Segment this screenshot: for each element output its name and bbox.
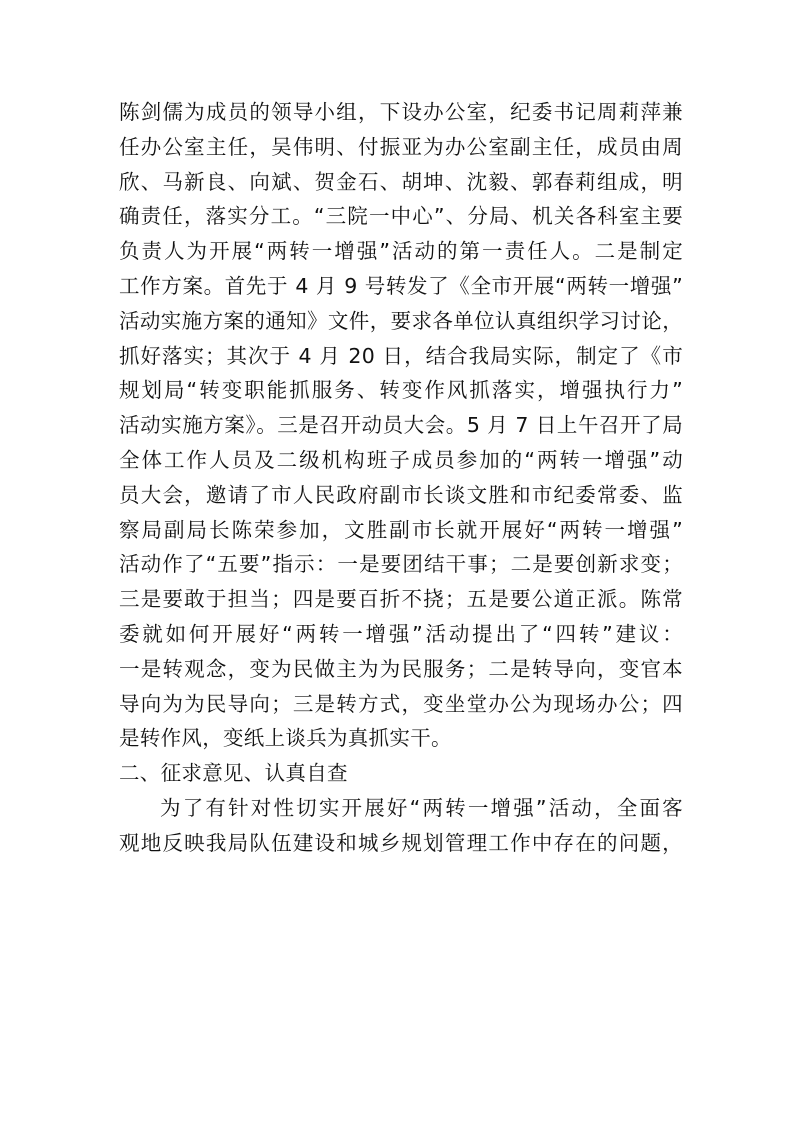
text-line: 工作方案。首先于 4 月 9 号转发了《全市开展“两转一增强”: [119, 273, 683, 298]
text-line: 三是要敢于担当；四是要百折不挠；五是要公道正派。陈常: [119, 587, 683, 612]
text-line: 观地反映我局队伍建设和城乡规划管理工作中存在的问题，: [119, 830, 683, 855]
paragraph-leadership-group: [119, 95, 683, 756]
text-line: 导向为为民导向；三是转方式，变坐堂办公为现场办公；四: [119, 691, 683, 716]
paragraph-opinions: [119, 791, 683, 861]
text-line: 委就如何开展好“两转一增强”活动提出了“四转”建议：: [119, 621, 683, 646]
section-heading: 二、征求意见、认真自查: [119, 761, 348, 786]
text-line: 陈剑儒为成员的领导小组，下设办公室，纪委书记周莉萍兼: [119, 100, 683, 124]
text-line: 为了有针对性切实开展好“两转一增强”活动，全面客: [160, 795, 683, 820]
text-line: 任办公室主任，吴伟明、付振亚为办公室副主任，成员由周: [119, 134, 683, 159]
text-line: 负责人为开展“两转一增强”活动的第一责任人。二是制定: [119, 239, 683, 264]
document-body: [119, 95, 683, 861]
text-line: 全体工作人员及二级机构班子成员参加的“两转一增强”动: [119, 447, 683, 472]
text-line: 是转作风，变纸上谈兵为真抓实干。: [119, 726, 452, 751]
text-line: 确责任，落实分工。“三院一中心”、分局、机关各科室主要: [119, 204, 683, 229]
text-line: 欣、马新良、向斌、贺金石、胡坤、沈毅、郭春莉组成，明: [119, 169, 683, 194]
text-line: 抓好落实；其次于 4 月 20 日，结合我局实际，制定了《市: [119, 343, 683, 368]
text-line: 员大会，邀请了市人民政府副市长谈文胜和市纪委常委、监: [119, 482, 683, 507]
text-line: 察局副局长陈荣参加，文胜副市长就开展好“两转一增强”: [119, 517, 683, 542]
text-line: 规划局“转变职能抓服务、转变作风抓落实，增强执行力”: [119, 378, 683, 403]
text-line: 活动作了“五要”指示：一是要团结干事；二是要创新求变；: [119, 552, 683, 577]
text-line: 一是转观念，变为民做主为为民服务；二是转导向，变官本: [119, 656, 683, 681]
text-line: 活动实施方案的通知》文件，要求各单位认真组织学习讨论，: [119, 308, 683, 333]
text-line: 活动实施方案》。三是召开动员大会。5 月 7 日上午召开了局: [119, 413, 683, 438]
